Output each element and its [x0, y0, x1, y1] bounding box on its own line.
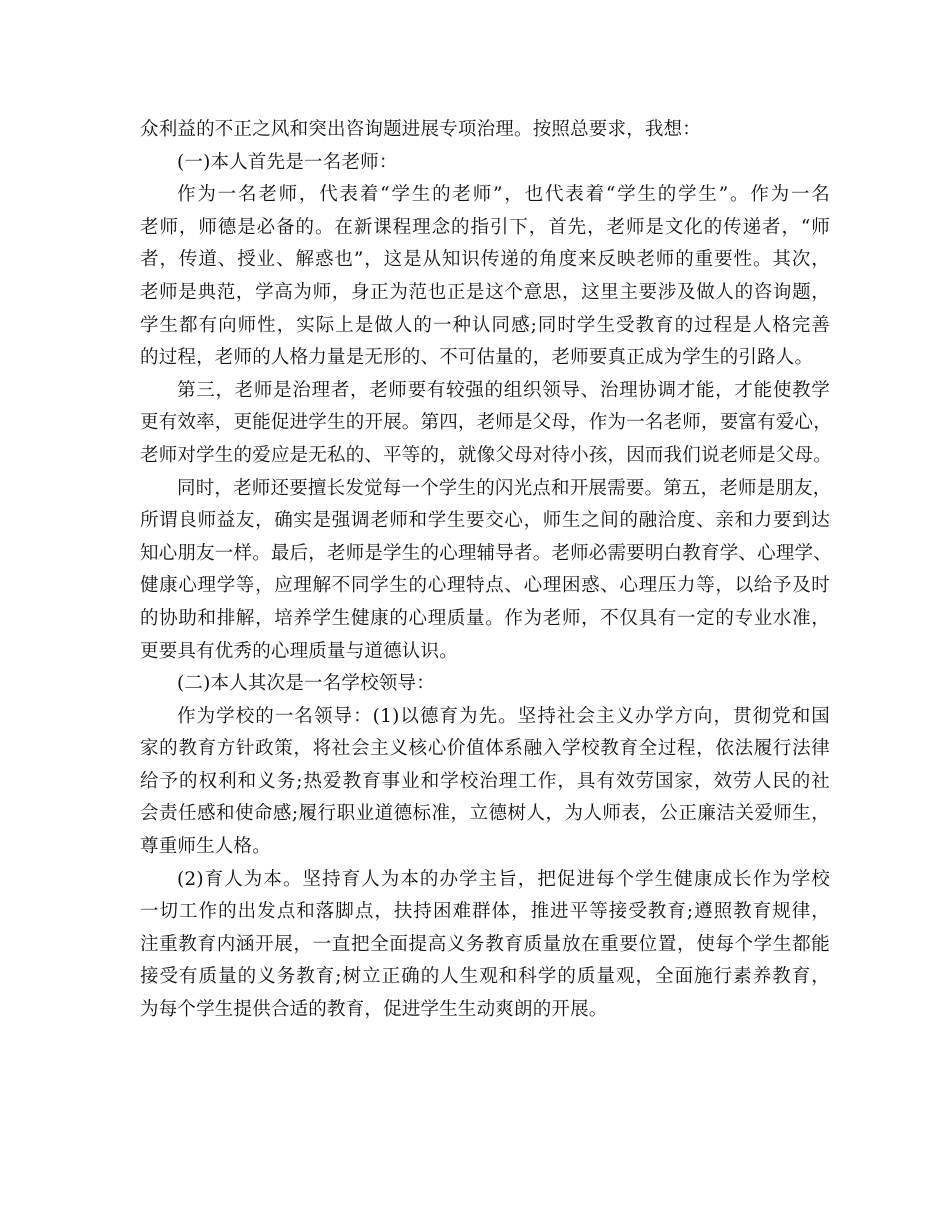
text-line: 一切工作的出发点和落脚点，扶持困难群体，推进平等接受教育;遵照教育规律，	[140, 901, 830, 923]
text-line: 健康心理学等，应理解不同学生的心理特点、心理困惑、心理压力等，以给予及时	[140, 575, 830, 597]
text-line: 老师，师德是必备的。在新课程理念的指引下，首先，老师是文化的传递者，“师	[140, 216, 830, 238]
text-line: 第三，老师是治理者，老师要有较强的组织领导、治理协调才能，才能使教学	[177, 379, 830, 401]
text-line: 的过程，老师的人格力量是无形的、不可估量的，老师要真正成为学生的引路人。	[140, 347, 814, 369]
text-line: 所谓良师益友，确实是强调老师和学生要交心，师生之间的融洽度、亲和力要到达	[140, 510, 830, 532]
text-line: 知心朋友一样。最后，老师是学生的心理辅导者。老师必需要明白教育学、心理学、	[140, 542, 832, 564]
text-line: 更有效率，更能促进学生的开展。第四，老师是父母，作为一名老师，要富有爱心，	[140, 412, 832, 434]
text-line: 为每个学生提供合适的教育，促进学生生动爽朗的开展。	[140, 999, 608, 1021]
text-line: 接受有质量的义务教育;树立正确的人生观和科学的质量观，全面施行素养教育，	[140, 966, 830, 988]
text-line: 尊重师生人格。	[140, 836, 271, 858]
text-line: 者，传道、授业、解惑也”，这是从知识传递的角度来反映老师的重要性。其次，	[140, 249, 830, 271]
text-line: 家的教育方针政策，将社会主义核心价值体系融入学校教育全过程，依法履行法律	[140, 738, 830, 760]
text-line: 更要具有优秀的心理质量与道德认识。	[140, 640, 458, 662]
text-line: 学生都有向师性，实际上是做人的一种认同感;同时学生受教育的过程是人格完善	[140, 314, 830, 336]
text-line: 作为一名老师，代表着“学生的老师”，也代表着“学生的学生”。作为一名	[177, 184, 830, 206]
text-line: 会责任感和使命感;履行职业道德标准，立德树人，为人师表，公正廉洁关爱师生，	[140, 803, 830, 825]
text-line: 老师对学生的爱应是无私的、平等的，就像父母对待小孩，因而我们说老师是父母。	[140, 444, 832, 466]
document-body	[140, 114, 830, 1027]
text-line: 的协助和排解，培养学生健康的心理质量。作为老师，不仅具有一定的专业水准，	[140, 607, 830, 629]
text-line: 注重教育内涵开展，一直把全面提高义务教育质量放在重要位置，使每个学生都能	[140, 933, 830, 955]
text-line: 众利益的不正之风和突出咨询题进展专项治理。按照总要求，我想：	[140, 119, 702, 140]
text-line: 作为学校的一名领导：(1)以德育为先。坚持社会主义办学方向，贯彻党和国	[177, 705, 830, 727]
text-line: (二)本人其次是一名学校领导：	[177, 673, 435, 695]
text-line: (2)育人为本。坚持育人为本的办学主旨，把促进每个学生健康成长作为学校	[177, 868, 830, 890]
text-line: 老师是典范，学高为师，身正为范也正是这个意思，这里主要涉及做人的咨询题，	[140, 281, 830, 303]
text-line: (一)本人首先是一名老师：	[177, 151, 398, 173]
text-line: 同时，老师还要擅长发觉每一个学生的闪光点和开展需要。第五，老师是朋友，	[177, 477, 832, 499]
text-line: 给予的权利和义务;热爱教育事业和学校治理工作，具有效劳国家，效劳人民的社	[140, 770, 830, 792]
